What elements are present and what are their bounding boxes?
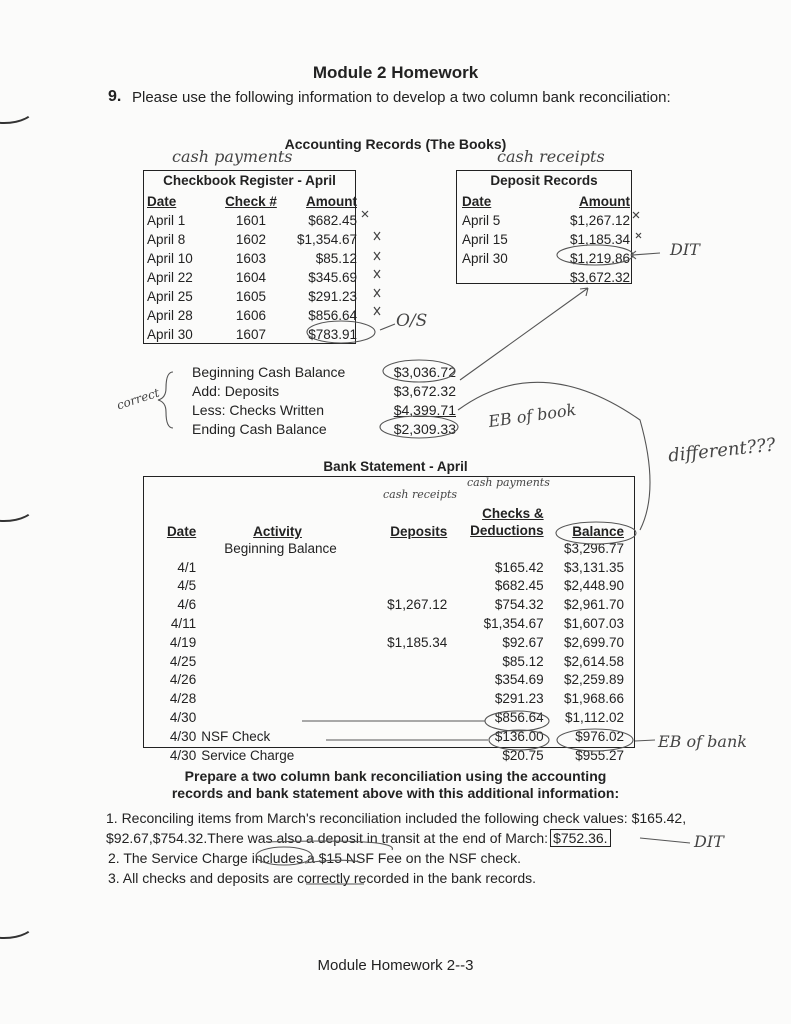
handwritten-eb-bank: EB of bank — [658, 732, 747, 751]
deposit-records — [456, 170, 632, 284]
handwritten-bank-cash-receipts: cash receipts — [383, 488, 458, 501]
cell-deposit: $1,267.12 — [387, 597, 448, 613]
table-row — [147, 287, 357, 306]
x-mark-icon — [374, 270, 380, 278]
cell-balance: $2,259.89 — [563, 672, 624, 688]
page-title: Module 2 Homework — [312, 63, 479, 82]
cell-balance: $955.27 — [575, 747, 624, 763]
summary-value: $3,672.32 — [393, 383, 456, 399]
note-item: 2. The Service Charge includes a $15 NSF Fee on the NSF check. — [108, 850, 521, 866]
cell-activity — [196, 652, 359, 671]
cell-check: $856.64 — [494, 710, 544, 726]
handwritten-os: O/S — [396, 311, 428, 331]
table-row — [144, 746, 624, 765]
x-mark-icon — [636, 233, 641, 238]
cell-date: 4/30 — [169, 747, 197, 763]
table-row — [144, 708, 624, 727]
cell-check: $1,354.67 — [483, 616, 544, 632]
cell-date: April 1 — [147, 213, 186, 228]
table-row — [462, 249, 630, 268]
cell-balance: $1,607.03 — [563, 616, 624, 632]
cell-date: April 28 — [147, 308, 193, 323]
notes-list — [108, 808, 748, 888]
cell-deposit — [359, 689, 447, 708]
cell-deposit — [359, 614, 447, 633]
table-row — [144, 539, 624, 558]
cell-deposit — [359, 671, 447, 690]
cell-check: $682.45 — [494, 578, 544, 594]
column-header-amount: Amount — [579, 194, 630, 209]
summary-value: $2,309.33 — [393, 421, 456, 437]
cell-date: April 8 — [147, 232, 186, 247]
cell-date: 4/5 — [177, 578, 197, 594]
bank-statement — [143, 476, 635, 763]
cell-balance: $2,961.70 — [563, 597, 624, 613]
cell-activity — [196, 708, 359, 727]
table-row — [462, 268, 630, 287]
cell-date: 4/25 — [169, 653, 197, 669]
cell-deposit — [359, 652, 447, 671]
handwritten-cash-receipts: cash receipts — [497, 147, 605, 166]
cell-deposit — [359, 558, 447, 577]
table-row — [147, 249, 357, 268]
cell-activity: Beginning Balance — [224, 540, 337, 556]
handwritten-correct: correct — [114, 385, 162, 413]
table-row — [147, 306, 357, 325]
cell-check: $291.23 — [494, 691, 544, 707]
summary-value: $4,399.71 — [393, 402, 456, 418]
brace-correct — [158, 372, 173, 428]
cell-date: April 30 — [147, 327, 193, 342]
cell-date: 4/26 — [169, 672, 197, 688]
x-mark-icon — [362, 211, 368, 217]
cash-summary-labels — [192, 363, 345, 439]
deposits-total: $3,672.32 — [569, 270, 630, 285]
table-row — [147, 325, 357, 344]
cell-amount: $1,219.86 — [569, 251, 630, 266]
summary-label: Ending Cash Balance — [192, 421, 327, 437]
cell-activity — [196, 633, 359, 652]
cell-date: 4/30 — [169, 710, 197, 726]
cell-date: April 10 — [147, 251, 193, 266]
column-header-check: Check # — [225, 194, 277, 209]
cell-balance: $976.02 — [575, 728, 624, 744]
x-mark-icon — [633, 212, 639, 218]
cell-date: 4/6 — [177, 597, 197, 613]
cell-balance: $1,968.66 — [563, 691, 624, 707]
cell-deposit — [359, 577, 447, 596]
column-header-date: Date — [166, 524, 197, 539]
summary-label: Less: Checks Written — [192, 402, 325, 418]
x-mark-icon — [374, 232, 380, 240]
checkbook-title: Checkbook Register - April — [163, 173, 336, 188]
cell-check: $165.42 — [494, 559, 544, 575]
question-number: 9. — [108, 88, 122, 105]
cell-balance: $3,296.77 — [563, 540, 624, 556]
summary-value: $3,036.72 — [393, 364, 456, 380]
cell-activity — [196, 577, 359, 596]
cell-date: April 22 — [147, 270, 193, 285]
table-row — [144, 727, 624, 746]
cell-activity — [196, 689, 359, 708]
cell-date: April 30 — [462, 251, 508, 266]
cell-check: 1606 — [235, 308, 266, 323]
handwritten-dit: DIT — [670, 240, 700, 259]
bank-statement-title: Bank Statement - April — [323, 459, 468, 474]
cell-check: $92.67 — [502, 634, 544, 650]
cell-date: 4/30 — [169, 728, 197, 744]
cell-balance: $1,112.02 — [564, 710, 624, 726]
cell-amount: $291.23 — [308, 289, 357, 304]
handwritten-eb-book: EB of book — [487, 399, 578, 432]
cell-activity: NSF Check — [201, 728, 271, 744]
table-row — [144, 652, 624, 671]
summary-label: Add: Deposits — [192, 383, 280, 399]
note-item: 1. Reconciling items from March's reconciliation included the following check values: $165.42, — [106, 810, 687, 826]
checkbook-register — [143, 170, 356, 344]
cell-amount: $783.91 — [308, 327, 357, 342]
hole-punch — [0, 905, 36, 939]
cell-deposit — [359, 539, 447, 558]
cell-amount: $682.45 — [308, 213, 357, 228]
table-row — [144, 558, 624, 577]
x-mark-icon — [374, 307, 380, 315]
hole-punch — [0, 488, 36, 522]
cell-date: April 5 — [462, 213, 501, 228]
instructions — [0, 768, 791, 802]
cell-check: 1602 — [235, 232, 266, 247]
cell-deposit: $1,185.34 — [387, 634, 448, 650]
column-header-deposits: Deposits — [390, 524, 448, 539]
cell-activity — [196, 614, 359, 633]
cell-date: 4/1 — [177, 559, 197, 575]
column-header-amount: Amount — [306, 194, 357, 209]
cell-activity: Service Charge — [201, 747, 295, 763]
handwritten-cash-payments: cash payments — [172, 147, 293, 166]
note-item-continued: $92.67,$754.32.There was also a deposit in transit at the end of March: — [106, 830, 549, 846]
note-item: 3. All checks and deposits are correctly recorded in the bank records. — [108, 870, 536, 886]
column-header-checks: Checks & Deductions — [470, 506, 544, 538]
table-row — [147, 268, 357, 287]
column-header-balance: Balance — [572, 524, 624, 539]
handwritten-dit-2: DIT — [694, 832, 724, 851]
arrow-deposits — [460, 288, 588, 380]
cell-activity — [196, 671, 359, 690]
instructions-line: Prepare a two column bank reconciliation using the accounting — [184, 768, 607, 784]
cell-check: $85.12 — [502, 653, 544, 669]
cell-activity — [196, 595, 359, 614]
summary-label: Beginning Cash Balance — [192, 364, 346, 380]
table-row — [144, 671, 624, 690]
x-mark-icon — [374, 252, 380, 260]
handwritten-bank-cash-payments: cash payments — [467, 476, 550, 489]
hole-punch — [0, 90, 36, 124]
table-row — [144, 577, 624, 596]
table-row — [144, 633, 624, 652]
arrow-eb-bank — [635, 740, 655, 741]
cell-balance: $3,131.35 — [563, 559, 624, 575]
cell-check: $754.32 — [494, 597, 544, 613]
instructions-line: records and bank statement above with this additional information: — [171, 785, 620, 801]
cell-amount: $85.12 — [315, 251, 357, 266]
column-header-date: Date — [147, 194, 177, 209]
cell-date: 4/11 — [170, 616, 197, 632]
cell-amount: $856.64 — [308, 308, 357, 323]
cell-balance: $2,448.90 — [563, 578, 624, 594]
cell-check: 1603 — [235, 251, 266, 266]
cash-summary-values — [380, 363, 456, 439]
table-row — [144, 689, 624, 708]
accounting-records-title: Accounting Records (The Books) — [284, 136, 507, 152]
cell-check: 1601 — [235, 213, 266, 228]
table-row — [462, 211, 630, 230]
cell-date — [144, 539, 196, 558]
cell-amount: $1,267.12 — [569, 213, 630, 228]
question-text: Please use the following information to develop a two column bank reconciliation: — [132, 89, 671, 106]
table-row — [147, 230, 357, 249]
cell-activity — [196, 558, 359, 577]
cell-check: 1607 — [235, 327, 266, 342]
x-mark-icon — [374, 289, 380, 297]
arrow-os — [380, 324, 395, 330]
cell-deposit — [359, 708, 447, 727]
table-row — [144, 614, 624, 633]
deposits-title: Deposit Records — [490, 173, 598, 188]
cell-check: $354.69 — [494, 672, 544, 688]
cell-date: 4/19 — [169, 634, 197, 650]
table-row — [147, 211, 357, 230]
arrow-dit — [631, 251, 660, 259]
cell-balance: $2,699.70 — [563, 634, 624, 650]
cell-amount: $1,354.67 — [296, 232, 357, 247]
table-row — [462, 230, 630, 249]
page-footer: Module Homework 2--3 — [317, 957, 474, 974]
cell-deposit — [359, 746, 447, 765]
cell-amount: $345.69 — [308, 270, 357, 285]
cell-check: $20.75 — [502, 747, 544, 763]
cell-balance: $2,614.58 — [563, 653, 624, 669]
cell-date: April 15 — [462, 232, 508, 247]
cell-check: $136.00 — [494, 728, 544, 744]
column-header-date: Date — [462, 194, 492, 209]
cell-deposit — [359, 727, 447, 746]
column-header-activity: Activity — [253, 524, 302, 539]
cell-check — [447, 539, 543, 558]
boxed-dit-value: $752.36. — [550, 829, 611, 847]
cell-amount: $1,185.34 — [569, 232, 630, 247]
cell-check: 1605 — [235, 289, 266, 304]
cell-check: 1604 — [235, 270, 266, 285]
table-row — [144, 595, 624, 614]
cell-date: 4/28 — [169, 691, 197, 707]
cell-date: April 25 — [147, 289, 193, 304]
handwritten-different: different??? — [667, 434, 777, 467]
